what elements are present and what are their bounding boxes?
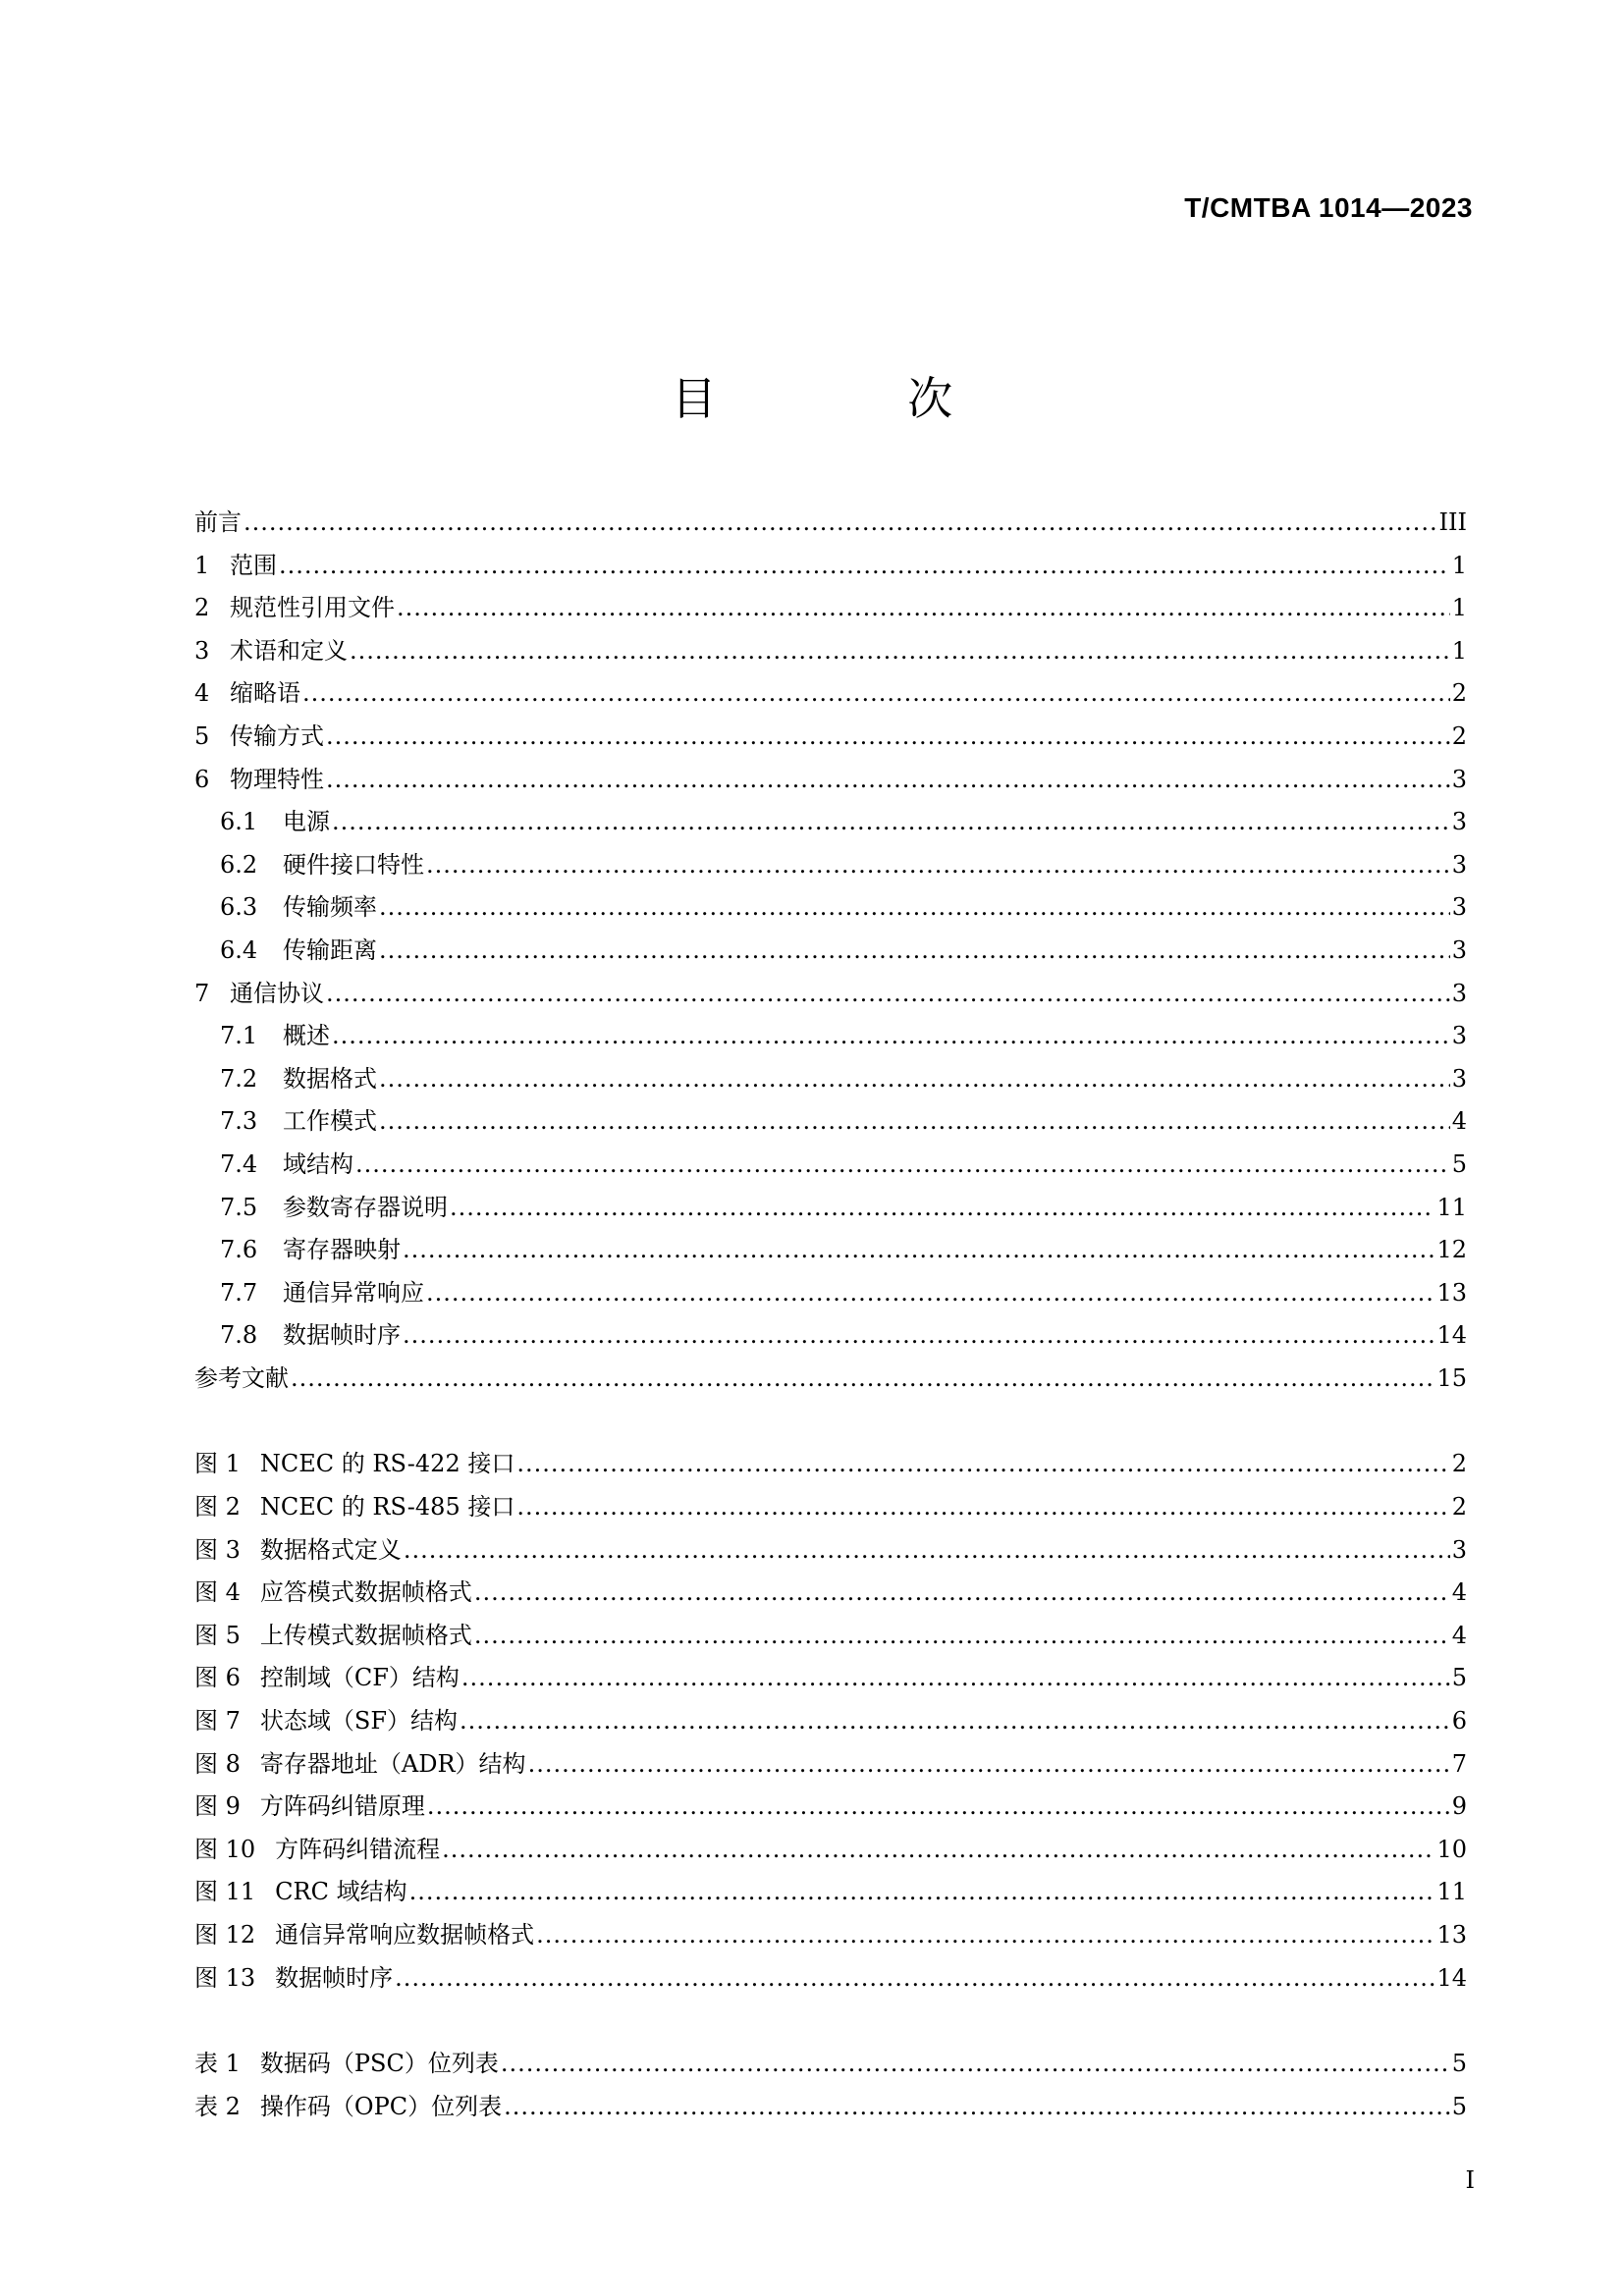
toc-entry-page: 12	[1436, 1236, 1467, 1264]
leader-dots	[426, 1272, 1435, 1315]
toc-entry-number: 2	[194, 594, 210, 622]
table-of-contents	[194, 502, 1467, 2128]
toc-entry-figure[interactable]	[194, 1657, 1467, 1700]
leader-dots	[379, 930, 1450, 973]
toc-entry-page: 14	[1436, 1321, 1467, 1350]
figure-page: 2	[1451, 1450, 1467, 1478]
toc-entry-number: 6	[194, 765, 210, 793]
toc-entry-page: 3	[1451, 850, 1467, 879]
figure-number: 图 8	[194, 1749, 241, 1778]
figure-page: 10	[1436, 1835, 1467, 1863]
leader-dots	[461, 1657, 1450, 1700]
figure-number: 图 6	[194, 1664, 241, 1692]
toc-entry-subsection[interactable]	[194, 930, 1467, 973]
toc-entry-label: 数据帧时序	[283, 1321, 401, 1350]
toc-entry-page: 3	[1451, 935, 1467, 964]
toc-sections	[194, 502, 1467, 1400]
toc-entry-section[interactable]	[194, 716, 1467, 759]
toc-entry-page: 15	[1436, 1363, 1467, 1392]
toc-entry-label: 前言	[194, 508, 242, 536]
figure-page: 6	[1451, 1707, 1467, 1735]
toc-entry-page: 11	[1436, 1193, 1467, 1221]
toc-entry-number: 5	[194, 721, 210, 750]
figure-label: 数据帧时序	[275, 1963, 394, 1992]
figure-page: 7	[1451, 1749, 1467, 1778]
toc-entry-number: 7.2	[220, 1064, 258, 1093]
table-number: 表 2	[194, 2092, 241, 2120]
toc-entry-label: 域结构	[283, 1149, 353, 1178]
toc-entry-section[interactable]	[194, 973, 1467, 1016]
leader-dots	[350, 630, 1450, 673]
leader-dots	[291, 1358, 1435, 1401]
leader-dots	[474, 1615, 1450, 1658]
toc-entry-subsection[interactable]	[194, 1187, 1467, 1230]
figure-page: 5	[1451, 1664, 1467, 1692]
toc-entry-figure[interactable]	[194, 1786, 1467, 1829]
toc-entry-subsection[interactable]	[194, 801, 1467, 844]
toc-entry-section[interactable]	[194, 545, 1467, 588]
toc-entry-number: 3	[194, 636, 210, 665]
leader-dots	[442, 1829, 1435, 1872]
figure-label: 数据格式定义	[259, 1535, 402, 1564]
toc-entry-page: 3	[1451, 893, 1467, 922]
toc-entry-label: 术语和定义	[230, 636, 348, 665]
toc-entry-label: 缩略语	[230, 679, 300, 708]
toc-entry-figure[interactable]	[194, 1743, 1467, 1787]
toc-entry-page: 4	[1451, 1107, 1467, 1136]
toc-entry-figure[interactable]	[194, 1443, 1467, 1486]
toc-entry-table[interactable]	[194, 2086, 1467, 2129]
toc-entry-number: 6.2	[220, 850, 258, 879]
toc-entry-number: 7.1	[220, 1022, 258, 1050]
leader-dots	[403, 1229, 1435, 1272]
toc-entry-section[interactable]	[194, 672, 1467, 716]
toc-entry-subsection[interactable]	[194, 1272, 1467, 1315]
toc-entry-label: 工作模式	[283, 1107, 377, 1136]
toc-entry-figure[interactable]	[194, 1914, 1467, 1957]
toc-entry-number: 7.3	[220, 1107, 258, 1136]
toc-entry-label: 概述	[283, 1022, 330, 1050]
toc-entry-page: 3	[1451, 808, 1467, 836]
leader-dots	[244, 502, 1437, 545]
toc-entry-section[interactable]	[194, 759, 1467, 802]
figure-number: 图 4	[194, 1578, 241, 1607]
leader-dots	[326, 716, 1450, 759]
figure-page: 4	[1451, 1578, 1467, 1607]
figure-label: 通信异常响应数据帧格式	[275, 1921, 535, 1949]
toc-entry-number: 7	[194, 979, 210, 1007]
leader-dots	[528, 1743, 1450, 1787]
leader-dots	[404, 1529, 1450, 1573]
toc-entry-figure[interactable]	[194, 1615, 1467, 1658]
figure-label: 方阵码纠错原理	[259, 1792, 425, 1821]
figure-number: 图 7	[194, 1707, 241, 1735]
leader-dots	[397, 587, 1450, 630]
figure-number: 图 9	[194, 1792, 241, 1821]
leader-dots	[427, 1786, 1450, 1829]
toc-entry-figure[interactable]	[194, 1700, 1467, 1743]
leader-dots	[426, 844, 1450, 887]
table-label: 操作码（OPC）位列表	[259, 2092, 503, 2120]
toc-entry-section[interactable]	[194, 587, 1467, 630]
leader-dots	[395, 1957, 1435, 2001]
toc-entry-table[interactable]	[194, 2043, 1467, 2086]
figure-label: NCEC 的 RS-422 接口	[259, 1450, 515, 1478]
leader-dots	[504, 2086, 1450, 2129]
toc-entry-figure[interactable]	[194, 1486, 1467, 1529]
toc-entry-label: 传输方式	[230, 721, 324, 750]
toc-entry-subsection[interactable]	[194, 1058, 1467, 1101]
figure-label: 上传模式数据帧格式	[259, 1621, 472, 1649]
toc-entry-page: 3	[1451, 1022, 1467, 1050]
toc-entry-page: 13	[1436, 1278, 1467, 1307]
toc-entry-page: 1	[1451, 636, 1467, 665]
figure-page: 4	[1451, 1621, 1467, 1649]
leader-dots	[460, 1700, 1450, 1743]
toc-entry-label: 传输距离	[283, 935, 377, 964]
leader-dots	[302, 672, 1450, 716]
toc-entry-subsection[interactable]	[194, 886, 1467, 930]
figure-label: 状态域（SF）结构	[259, 1707, 458, 1735]
table-page: 5	[1451, 2050, 1467, 2078]
leader-dots	[332, 1015, 1450, 1058]
toc-entry-number: 1	[194, 551, 210, 579]
figure-label: CRC 域结构	[275, 1878, 407, 1906]
figure-label: NCEC 的 RS-485 接口	[259, 1493, 515, 1522]
figure-label: 寄存器地址（ADR）结构	[259, 1749, 526, 1778]
leader-dots	[332, 801, 1450, 844]
figure-number: 图 1	[194, 1450, 241, 1478]
toc-entry-page: 2	[1451, 679, 1467, 708]
figure-label: 方阵码纠错流程	[275, 1835, 441, 1863]
toc-entry-subsection[interactable]	[194, 844, 1467, 887]
toc-entry-bibliography[interactable]	[194, 1358, 1467, 1401]
toc-entry-label: 传输频率	[283, 893, 377, 922]
leader-dots	[379, 886, 1450, 930]
toc-entry-number: 7.7	[220, 1278, 258, 1307]
toc-entry-section[interactable]	[194, 630, 1467, 673]
toc-entry-page: III	[1438, 508, 1467, 536]
figure-page: 14	[1436, 1963, 1467, 1992]
toc-entry-number: 6.1	[220, 808, 258, 836]
toc-entry-page: 5	[1451, 1149, 1467, 1178]
toc-entry-figure[interactable]	[194, 1871, 1467, 1914]
toc-entry-label: 硬件接口特性	[283, 850, 424, 879]
toc-entry-subsection[interactable]	[194, 1229, 1467, 1272]
document-code: T/CMTBA 1014—2023	[1184, 192, 1473, 223]
toc-entry-page: 3	[1451, 765, 1467, 793]
toc-entry-page: 1	[1451, 551, 1467, 579]
table-number: 表 1	[194, 2050, 241, 2078]
toc-entry-label: 物理特性	[230, 765, 324, 793]
toc-entry-figure[interactable]	[194, 1529, 1467, 1573]
table-page: 5	[1451, 2092, 1467, 2120]
figure-page: 2	[1451, 1493, 1467, 1522]
figure-number: 图 2	[194, 1493, 241, 1522]
figure-number: 图 12	[194, 1921, 256, 1949]
leader-dots	[379, 1100, 1450, 1144]
leader-dots	[474, 1572, 1450, 1615]
toc-entry-number: 7.6	[220, 1236, 258, 1264]
figure-page: 13	[1436, 1921, 1467, 1949]
toc-tables	[194, 2043, 1467, 2128]
toc-entry-page: 3	[1451, 979, 1467, 1007]
toc-entry-number: 4	[194, 679, 210, 708]
page-title: 目 次	[671, 372, 1042, 425]
figure-page: 3	[1451, 1535, 1467, 1564]
toc-entry-page: 3	[1451, 1064, 1467, 1093]
toc-entry-subsection[interactable]	[194, 1100, 1467, 1144]
toc-entry-label: 通信异常响应	[283, 1278, 424, 1307]
leader-dots	[516, 1486, 1449, 1529]
toc-entry-label: 范围	[230, 551, 277, 579]
toc-entry-label: 参数寄存器说明	[283, 1193, 448, 1221]
figure-label: 控制域（CF）结构	[259, 1664, 460, 1692]
leader-dots	[403, 1314, 1435, 1358]
toc-entry-label: 寄存器映射	[283, 1236, 401, 1264]
toc-entry-label: 电源	[283, 808, 330, 836]
figure-page: 11	[1436, 1878, 1467, 1906]
leader-dots	[536, 1914, 1435, 1957]
toc-entry-figure[interactable]	[194, 1829, 1467, 1872]
toc-entry-figure[interactable]	[194, 1572, 1467, 1615]
leader-dots	[409, 1871, 1435, 1914]
figure-number: 图 10	[194, 1835, 256, 1863]
leader-dots	[450, 1187, 1435, 1230]
toc-entry-number: 6.3	[220, 893, 258, 922]
figure-number: 图 5	[194, 1621, 241, 1649]
figure-number: 图 3	[194, 1535, 241, 1564]
toc-entry-label: 规范性引用文件	[230, 594, 395, 622]
toc-entry-label: 数据格式	[283, 1064, 377, 1093]
toc-entry-number: 7.4	[220, 1149, 258, 1178]
leader-dots	[326, 759, 1450, 802]
toc-entry-page: 2	[1451, 721, 1467, 750]
toc-entry-figure[interactable]	[194, 1957, 1467, 2001]
toc-entry-subsection[interactable]	[194, 1314, 1467, 1358]
figure-label: 应答模式数据帧格式	[259, 1578, 472, 1607]
toc-figures	[194, 1443, 1467, 2000]
toc-entry-subsection[interactable]	[194, 1144, 1467, 1187]
leader-dots	[379, 1058, 1450, 1101]
toc-entry-label: 通信协议	[230, 979, 324, 1007]
page-number: I	[1465, 2166, 1475, 2194]
leader-dots	[326, 973, 1450, 1016]
table-label: 数据码（PSC）位列表	[259, 2050, 499, 2078]
leader-dots	[355, 1144, 1450, 1187]
toc-entry-label: 参考文献	[194, 1363, 289, 1392]
toc-entry-subsection[interactable]	[194, 1015, 1467, 1058]
figure-number: 图 13	[194, 1963, 256, 1992]
toc-entry-number: 7.5	[220, 1193, 258, 1221]
figure-page: 9	[1451, 1792, 1467, 1821]
leader-dots	[501, 2043, 1450, 2086]
leader-dots	[516, 1443, 1449, 1486]
leader-dots	[279, 545, 1450, 588]
toc-entry-number: 6.4	[220, 935, 258, 964]
figure-number: 图 11	[194, 1878, 256, 1906]
toc-entry-number: 7.8	[220, 1321, 258, 1350]
toc-entry-foreword[interactable]	[194, 502, 1467, 545]
toc-entry-page: 1	[1451, 594, 1467, 622]
